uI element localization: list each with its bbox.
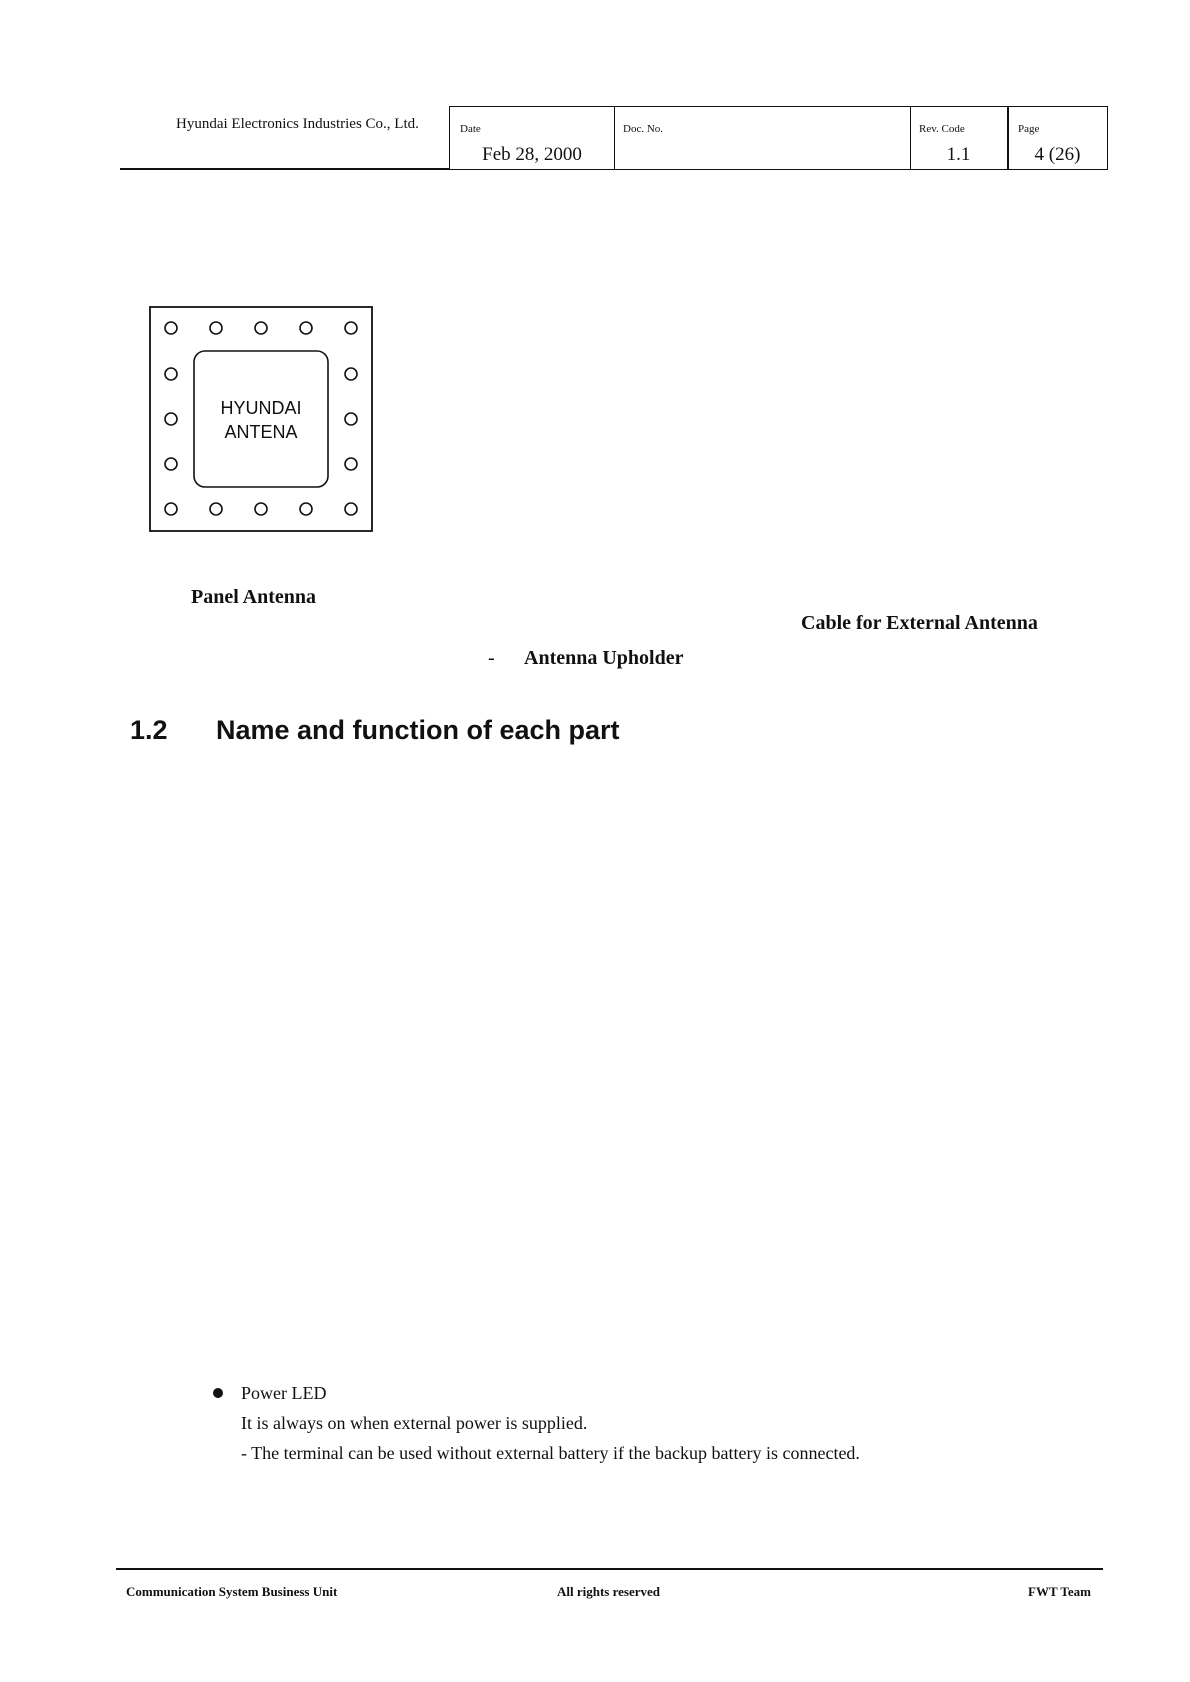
header-rule: [120, 168, 450, 170]
revcode-label: Rev. Code: [919, 123, 965, 135]
footer-right: FWT Team: [1028, 1584, 1091, 1599]
header-table: [449, 106, 1108, 170]
bullet-icon: [213, 1388, 223, 1398]
section-number: 1.2: [130, 715, 168, 745]
caption-panel-antenna: Panel Antenna: [191, 586, 317, 608]
bullet-line1: It is always on when external power is supplied.: [241, 1413, 588, 1433]
date-value: Feb 28, 2000: [482, 144, 582, 165]
caption-cable-external-antenna: Cable for External Antenna: [801, 612, 1038, 634]
company-name: Hyundai Electronics Industries Co., Ltd.: [176, 116, 419, 132]
upholder-text: Antenna Upholder: [524, 647, 684, 669]
upholder-dash: -: [488, 647, 495, 669]
bullet-line2: - The terminal can be used without external battery if the backup battery is connected.: [241, 1443, 860, 1463]
section-heading: [130, 715, 620, 746]
bullet-title: Power LED: [241, 1383, 327, 1403]
power-led-bullet: [213, 1378, 860, 1468]
page-value: 4 (26): [1034, 144, 1081, 165]
footer-center: All rights reserved: [557, 1584, 661, 1599]
footer-rule: [116, 1568, 1103, 1570]
panel-antenna-drawing: [149, 306, 373, 532]
docno-label: Doc. No.: [623, 123, 664, 135]
revcode-value: 1.1: [946, 144, 971, 165]
date-cell: [449, 106, 615, 170]
footer-left: Communication System Business Unit: [126, 1584, 338, 1599]
page-cell: [1007, 106, 1108, 170]
date-label: Date: [460, 123, 481, 135]
revcode-cell: [909, 106, 1009, 170]
antenna-label-line2: ANTENA: [224, 422, 298, 442]
caption-antenna-upholder: [488, 647, 683, 670]
docno-cell: [613, 106, 911, 170]
page-label: Page: [1018, 123, 1040, 135]
antenna-label-line1: HYUNDAI: [220, 398, 302, 418]
section-title: Name and function of each part: [216, 715, 620, 745]
